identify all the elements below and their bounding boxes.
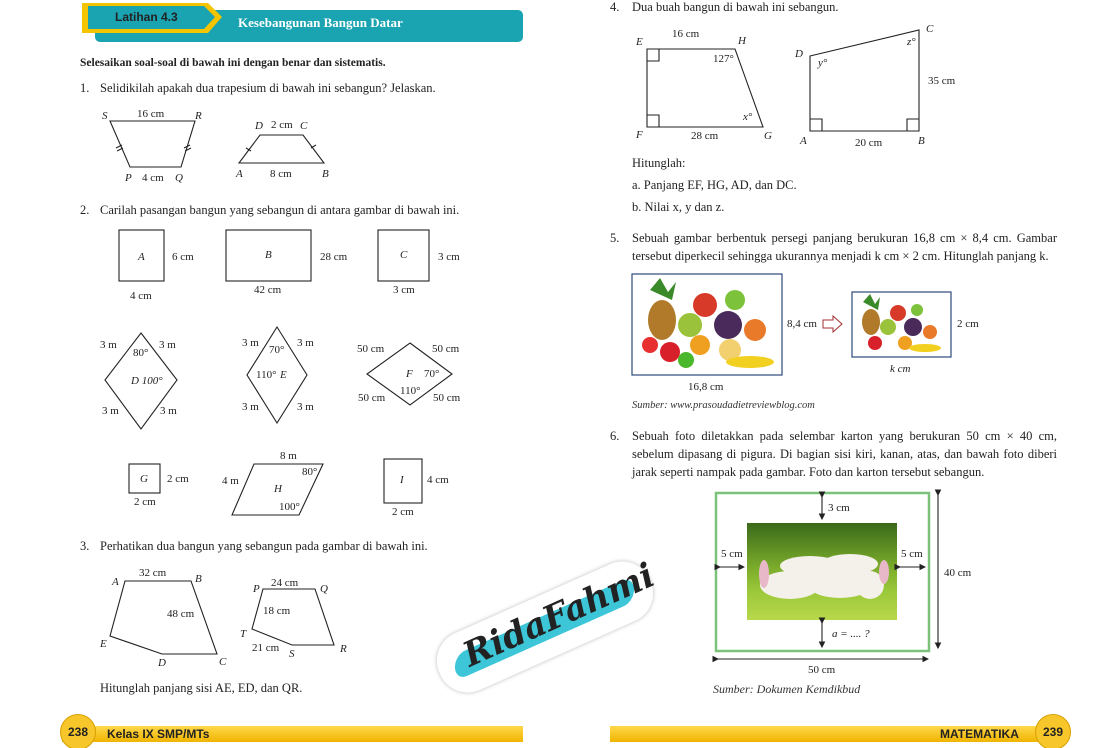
vertex-e: E (100, 638, 107, 650)
arrow-right-icon (823, 316, 842, 332)
vertex-d: D (255, 120, 263, 132)
q5-text: Sebuah gambar berbentuk persegi panjang berukuran 16,8 cm × 8,4 cm. Gambar tersebut diperkecil sehingga ukurannya menjadi k cm × 2 cm. Hitunglah panjang k. (632, 231, 1057, 263)
trapezoid-abcd (235, 119, 329, 180)
angle-label: 80° (302, 466, 318, 478)
height-label: 40 cm (944, 567, 972, 579)
side-label: 50 cm (357, 343, 385, 355)
q3-text: Perhatikan dua bangun yang sebangun pada gambar di bawah ini. (100, 539, 428, 553)
instructions: Selesaikan soal-soal di bawah ini dengan benar dan sistematis. (80, 57, 386, 69)
q4-part-a: a. Panjang EF, HG, AD, dan DC. (632, 178, 797, 192)
side-label: 3 m (297, 337, 314, 349)
q6-number: 6. (610, 429, 620, 443)
q4-prompt: Hitunglah: (632, 156, 686, 170)
watermark-text: RidaFahmi (457, 555, 661, 676)
q4-number: 4. (610, 0, 620, 14)
vertex-d: D (795, 48, 803, 60)
bottom-gap-label: a = .... ? (832, 628, 870, 640)
q6-source: Sumber: Dokumen Kemdikbud (713, 682, 861, 696)
vertex-r: R (340, 643, 347, 655)
shape-d-name: D 100° (131, 375, 163, 387)
shape-h-top: 8 m (280, 450, 297, 462)
shape-h-side: 4 m (222, 475, 239, 487)
shape-i-name: I (400, 474, 404, 486)
shape-c-height: 3 cm (438, 251, 460, 263)
shape-a-width: 4 cm (130, 290, 152, 302)
quadrilateral-efgh (635, 28, 772, 142)
small-width-label: k cm (890, 363, 911, 375)
shape-b-height: 28 cm (320, 251, 348, 263)
q1-text: Selidikilah apakah dua trapesium di bawah ini sebangun? Jelaskan. (100, 81, 436, 95)
label-dc: 2 cm (271, 119, 293, 131)
vertex-a: A (800, 135, 807, 147)
right-gap-label: 5 cm (901, 548, 923, 560)
q4-text: Dua buah bangun di bawah ini sebangun. (632, 0, 839, 14)
vertex-a: A (236, 168, 243, 180)
vertex-c: C (926, 23, 934, 35)
shape-g-height: 2 cm (167, 473, 189, 485)
photo-frame-diagram (716, 493, 972, 676)
side-label: 3 m (242, 337, 259, 349)
trapezoid-pqrs (102, 108, 202, 184)
label-ts: 21 cm (252, 642, 280, 654)
label-pq: 24 cm (271, 577, 299, 589)
q3-number: 3. (80, 539, 90, 553)
small-height-label: 2 cm (957, 318, 979, 330)
page-number-right: 239 (1035, 714, 1071, 748)
vertex-e: E (636, 36, 643, 48)
shape-f (357, 343, 461, 405)
shape-c-name: C (400, 249, 408, 261)
side-label: 3 m (100, 339, 117, 351)
angle-label: 110° (400, 385, 421, 397)
label-bc: 48 cm (167, 608, 195, 620)
shape-a (119, 230, 194, 302)
shape-a-name: A (138, 251, 145, 263)
q5-source: Sumber: www.prasoudadietreviewblog.com (632, 400, 815, 411)
vertex-g: G (764, 130, 772, 142)
angle-z: z° (907, 36, 916, 48)
side-label: 3 m (242, 401, 259, 413)
vertex-d: D (158, 657, 166, 669)
angle-label: 70° (424, 368, 440, 380)
large-width-label: 16,8 cm (688, 381, 724, 393)
section-title: Kesebangunan Bangun Datar (238, 15, 403, 30)
angle-label: 110° (256, 369, 277, 381)
vertex-h: H (738, 35, 746, 47)
shape-i-height: 4 cm (427, 474, 449, 486)
top-gap-label: 3 cm (828, 502, 850, 514)
shape-b-width: 42 cm (254, 284, 282, 296)
vertex-q: Q (175, 172, 183, 184)
vertex-b: B (322, 168, 329, 180)
label-fg: 28 cm (691, 130, 719, 142)
vertex-p: P (125, 172, 132, 184)
angle-x: x° (743, 111, 753, 123)
shape-g-width: 2 cm (134, 496, 156, 508)
shape-a-height: 6 cm (172, 251, 194, 263)
q3-question: Hitunglah panjang sisi AE, ED, dan QR. (100, 681, 303, 695)
angle-y: y° (818, 57, 828, 69)
vertex-p: P (253, 583, 260, 595)
side-label: 3 m (160, 405, 177, 417)
vertex-a: A (112, 576, 119, 588)
label-bc: 35 cm (928, 75, 956, 87)
page-number-left: 238 (60, 714, 96, 748)
shape-c (378, 230, 460, 296)
exercise-label: Latihan 4.3 (115, 10, 178, 24)
side-label: 50 cm (433, 392, 461, 404)
shape-h (222, 450, 323, 515)
shape-d (100, 333, 177, 429)
quadrilateral-abcd (794, 23, 956, 149)
label-ab: 20 cm (855, 137, 883, 149)
shape-i-width: 2 cm (392, 506, 414, 518)
vertex-s: S (289, 648, 295, 660)
footer-left-text: Kelas IX SMP/MTs (107, 727, 210, 741)
q2-number: 2. (80, 203, 90, 217)
width-label: 50 cm (808, 664, 836, 676)
label-sr: 16 cm (137, 108, 165, 120)
shape-f-name: F (406, 368, 413, 380)
fruit-image-small (852, 292, 951, 357)
footer-right-text: MATEMATIKA (940, 727, 1019, 741)
left-gap-label: 5 cm (721, 548, 743, 560)
q6-text: Sebuah foto diletakkan pada selembar karton yang berukuran 50 cm × 40 cm, sebelum dipasang di pigura. Di bagian sisi kiri, kanan, atas, dan bawah foto diberi jarak seperti nampak pada gambar. Foto dan karton tersebut sebangun. (632, 429, 1057, 479)
q2-text: Carilah pasangan bangun yang sebangun di antara gambar di bawah ini. (100, 203, 460, 217)
angle-label: 100° (279, 501, 300, 513)
angle-h: 127° (713, 53, 734, 65)
q5-number: 5. (610, 231, 620, 245)
side-label: 3 m (297, 401, 314, 413)
shape-b-name: B (265, 249, 272, 261)
vertex-c: C (300, 120, 308, 132)
shape-e (242, 327, 314, 423)
vertex-r: R (195, 110, 202, 122)
vertex-f: F (636, 129, 643, 141)
label-pq: 4 cm (142, 172, 164, 184)
shape-c-width: 3 cm (393, 284, 415, 296)
large-height-label: 8,4 cm (787, 318, 817, 330)
pentagon-pqrst (240, 577, 347, 660)
side-label: 50 cm (432, 343, 460, 355)
shape-e-name: E (280, 369, 287, 381)
q1-number: 1. (80, 81, 90, 95)
vertex-c: C (219, 656, 227, 668)
shape-g (129, 464, 189, 508)
shape-g-name: G (140, 473, 148, 485)
vertex-q: Q (320, 583, 328, 595)
vertex-b: B (195, 573, 202, 585)
label-ab: 8 cm (270, 168, 292, 180)
side-label: 3 m (159, 339, 176, 351)
vertex-b: B (918, 135, 925, 147)
vertex-t: T (240, 628, 247, 640)
shape-h-name: H (274, 483, 282, 495)
label-eh: 16 cm (672, 28, 700, 40)
pentagon-abcde (99, 567, 227, 669)
shape-i (384, 459, 449, 518)
fruit-image-large (632, 274, 782, 375)
label-pt: 18 cm (263, 605, 291, 617)
angle-label: 70° (269, 344, 285, 356)
shape-b (226, 230, 348, 296)
label-ab: 32 cm (139, 567, 167, 579)
angle-label: 80° (133, 347, 149, 359)
vertex-s: S (102, 110, 108, 122)
side-label: 50 cm (358, 392, 386, 404)
side-label: 3 m (102, 405, 119, 417)
q4-part-b: b. Nilai x, y dan z. (632, 200, 725, 214)
